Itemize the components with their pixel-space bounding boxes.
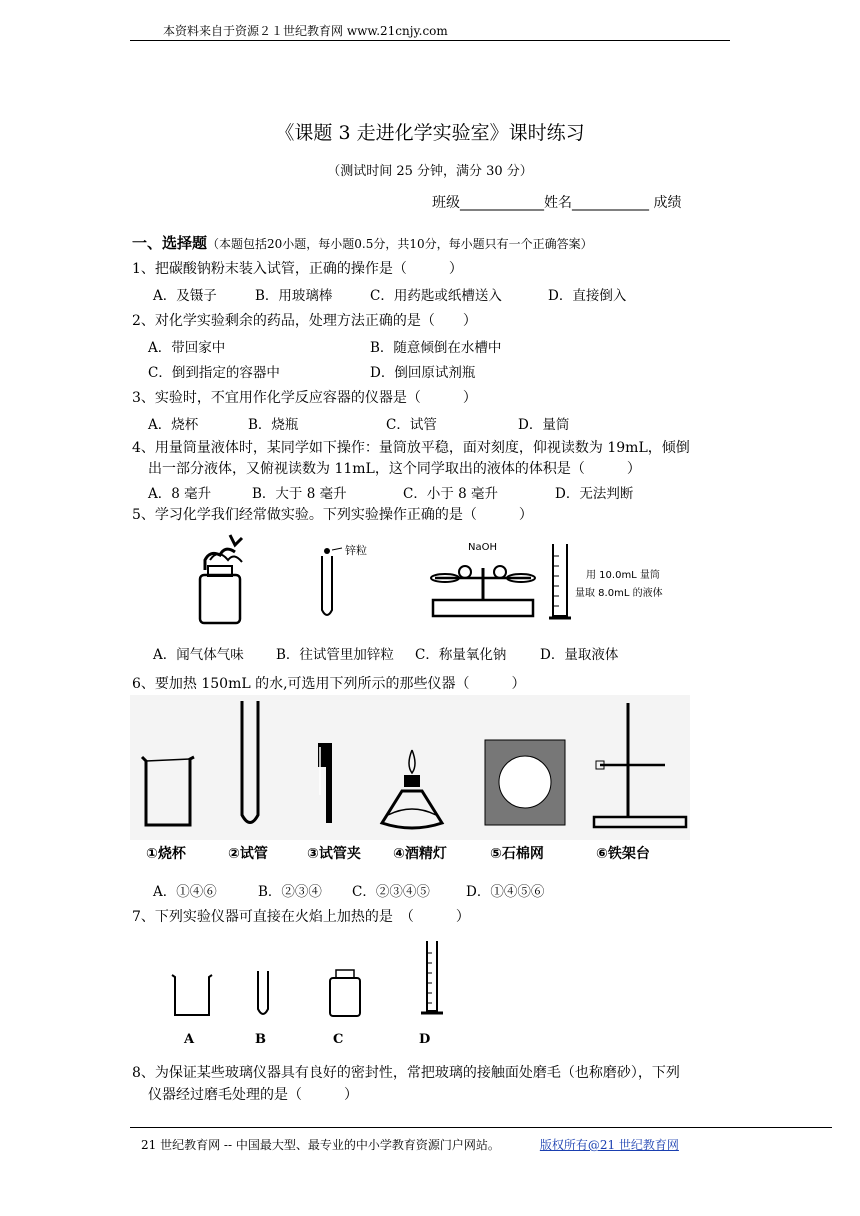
q3-option-b: B．烧瓶 (248, 417, 299, 433)
page-footer: 21 世纪教育网 -- 中国最大型、最专业的中小学教育资源门户网站。 版权所有@21 世纪教育网 (141, 1138, 679, 1152)
q5-option-c: C．称量氧化钠 (415, 647, 507, 663)
question-2-stem: 2、对化学实验剩余的药品，处理方法正确的是（ ） (132, 313, 477, 329)
question-5-stem: 5、学习化学我们经常做实验。下列实验操作正确的是（ ） (132, 507, 533, 523)
q3-option-c: C．试管 (386, 417, 437, 433)
question-8-stem-cont: 仪器经过磨毛处理的是（ ） (148, 1087, 358, 1103)
q1-option-b: B．用玻璃棒 (255, 288, 333, 304)
q1-option-c: C．用药匙或纸槽送入 (370, 288, 502, 304)
q5-option-d: D．量取液体 (540, 647, 619, 663)
question-4-stem: 4、用量筒量液体时，某同学如下操作：量筒放平稳，面对刻度，仰视读数为 19mL，倾倒 (132, 440, 690, 456)
question-7-stem: 7、下列实验仪器可直接在火焰上加热的是 （ ） (132, 909, 470, 925)
q2-option-a: A．带回家中 (148, 340, 226, 356)
caption-tube-clamp: ③试管夹 (307, 846, 361, 862)
q4-option-a: A．8 毫升 (148, 486, 212, 502)
header-rule (130, 40, 730, 41)
caption-alcohol-lamp: ④酒精灯 (393, 846, 447, 862)
q7-label-d: D (419, 1032, 431, 1047)
page-header: 本资料来自于资源２１世纪教育网 www.21cnjy.com (163, 24, 448, 38)
q6-option-a: A．①④⑥ (153, 884, 217, 900)
footer-rule (130, 1127, 832, 1128)
student-info-line: 班级____________姓名___________ 成绩 (432, 195, 682, 211)
question-4-stem-cont: 出一部分液体，又俯视读数为 11mL，这个同学取出的液体的体积是（ ） (148, 461, 641, 477)
q3-option-a: A．烧杯 (148, 417, 199, 433)
q6-option-b: B．②③④ (258, 884, 322, 900)
question-3-stem: 3、实验时，不宜用作化学反应容器的仪器是（ ） (132, 390, 477, 406)
caption-iron-stand: ⑥铁架台 (596, 846, 650, 862)
smell-gas-figure (190, 530, 260, 625)
apparatus-figure (130, 695, 690, 840)
q2-option-c: C．倒到指定的容器中 (148, 365, 280, 381)
section-heading: 一、选择题（本题包括20小题，每小题0.5分，共10分，每小题只有一个正确答案） (132, 234, 593, 252)
caption-test-tube: ②试管 (228, 846, 268, 862)
q7-label-b: B (255, 1032, 266, 1047)
q7-label-a: A (184, 1032, 195, 1047)
caption-asbestos-gauze: ⑤石棉网 (490, 846, 544, 862)
q5-option-b: B．往试管里加锌粒 (276, 647, 394, 663)
page-subtitle: （测试时间 25 分钟，满分 30 分） (327, 164, 533, 179)
naoh-label: NaOH (468, 542, 497, 553)
balance-figure (425, 548, 545, 620)
q4-option-d: D．无法判断 (555, 486, 634, 502)
question-6-stem: 6、要加热 150mL 的水,可选用下列所示的那些仪器（ ） (132, 676, 526, 692)
page-title: 《课题 3 走进化学实验室》课时练习 (275, 122, 585, 144)
question-8-stem: 8、为保证某些玻璃仪器具有良好的密封性，常把玻璃的接触面处磨毛（也称磨砂），下列 (132, 1065, 680, 1081)
cylinder-figure (545, 540, 575, 625)
question-1-stem: 1、把碳酸钠粉末装入试管，正确的操作是（ ） (132, 261, 463, 277)
caption-beaker: ①烧杯 (146, 846, 186, 862)
q2-option-d: D．倒回原试剂瓶 (370, 365, 476, 381)
q2-option-b: B．随意倾倒在水槽中 (370, 340, 502, 356)
q6-option-d: D．①④⑤⑥ (466, 884, 545, 900)
q6-option-c: C．②③④⑤ (352, 884, 430, 900)
q7-label-c: C (333, 1032, 344, 1047)
q5-option-a: A．闻气体气味 (153, 647, 244, 663)
q3-option-d: D．量筒 (518, 417, 570, 433)
cylinder-label-1: 用 10.0mL 量筒 (586, 570, 660, 581)
q4-option-b: B．大于 8 毫升 (252, 486, 347, 502)
zinc-label: 锌粒 (345, 544, 367, 557)
cylinder-label-2: 量取 8.0mL 的液体 (575, 588, 663, 599)
q7-apparatus-figure (165, 935, 455, 1020)
q4-option-c: C．小于 8 毫升 (403, 486, 499, 502)
q1-option-a: A．及镊子 (153, 288, 217, 304)
copyright-link[interactable]: 版权所有@21 世纪教育网 (539, 1138, 679, 1152)
q1-option-d: D．直接倒入 (548, 288, 627, 304)
